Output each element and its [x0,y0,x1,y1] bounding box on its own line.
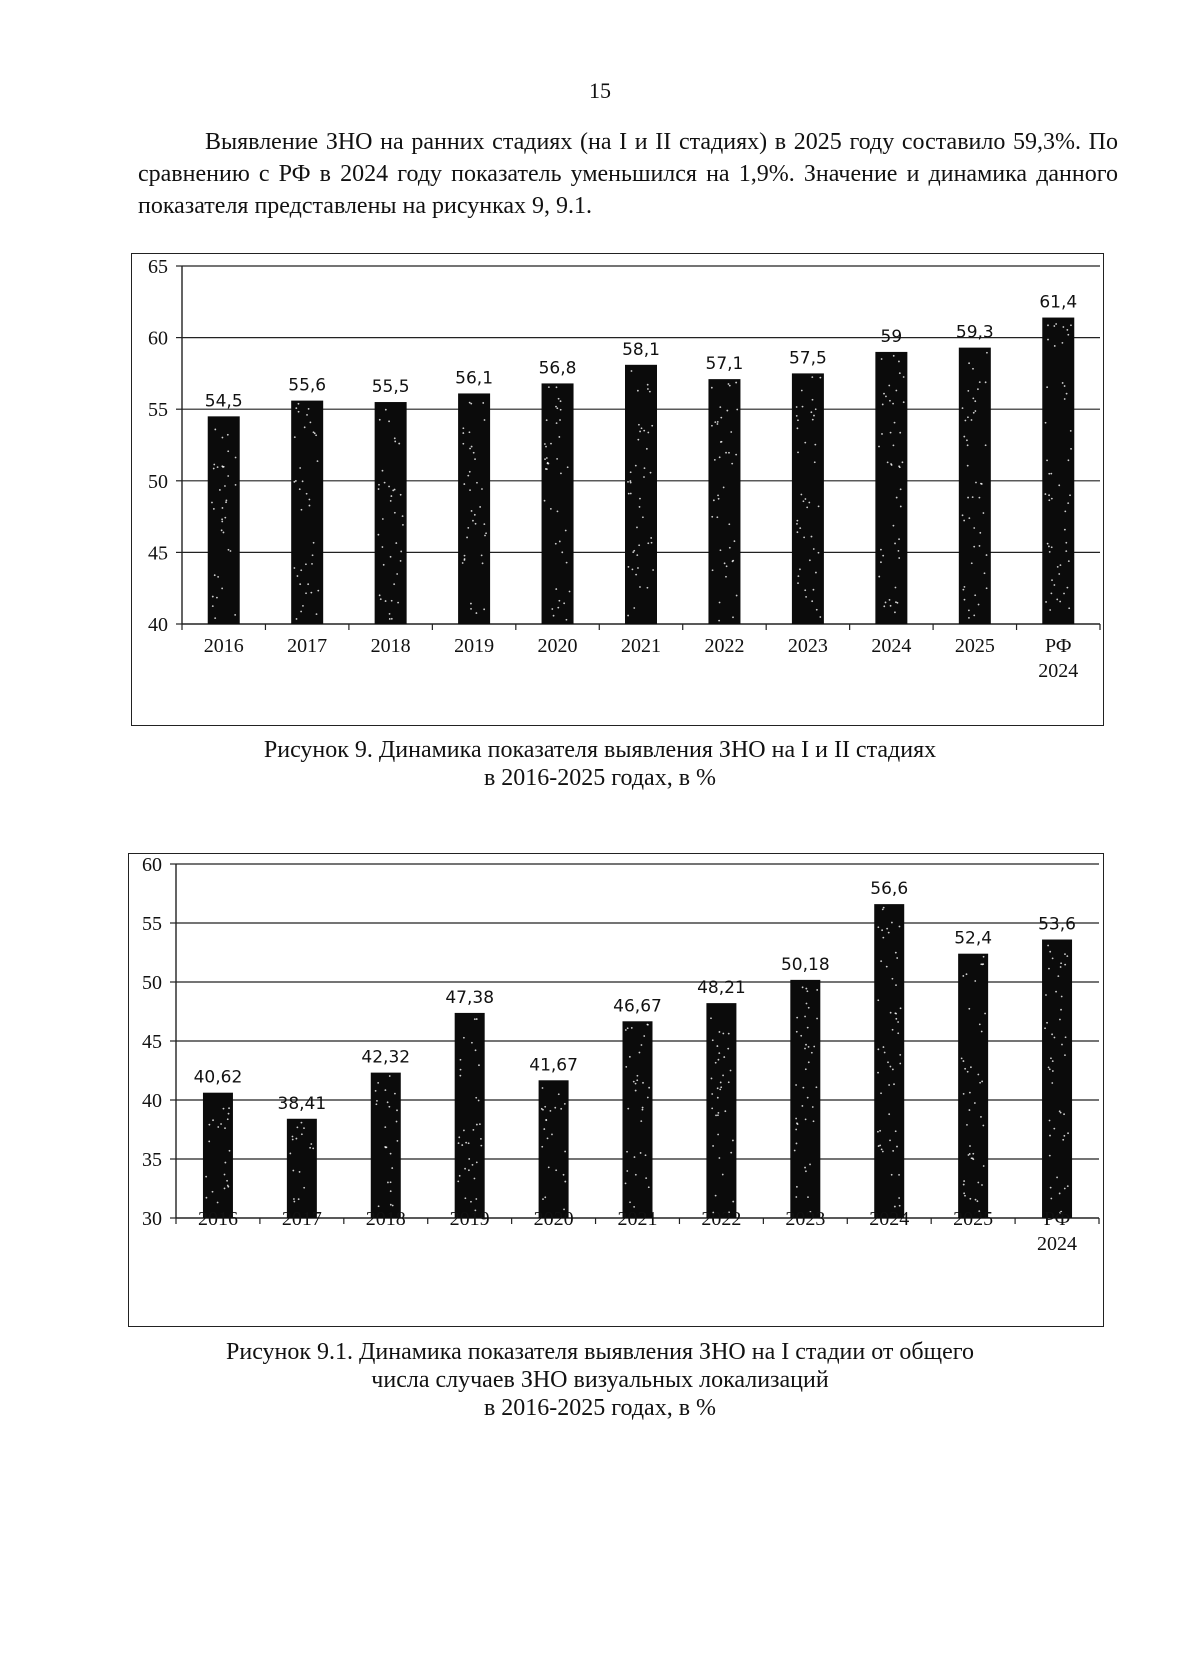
data-label: 41,67 [529,1055,578,1076]
bar [706,1003,736,1218]
y-tick-label: 50 [142,972,162,994]
x-tick-label: 2023 [785,1208,826,1230]
intro-paragraph: Выявление ЗНО на ранних стадиях (на I и II стадиях) в 2025 году составило 59,3%. По сравнению с РФ в 2024 году показатель уменьшился на 1,9%. Значение и динамика данного показателя представлены на рисунках 9, 9.1. [138,129,1118,219]
y-tick-label: 55 [148,399,168,422]
chart-9-1-svg [129,854,1105,1328]
page-number: 15 [589,78,611,103]
data-label: 56,1 [455,368,494,389]
x-tick-label: 2019 [454,635,495,657]
x-tick-label: 2017 [281,1208,322,1230]
data-label: 57,1 [705,354,744,375]
x-tick-label: 2016 [203,635,244,657]
x-tick-label: 2025 [954,635,995,657]
x-tick-label: 2021 [617,1208,658,1230]
x-tick-label: РФ 2024 [1037,1208,1078,1255]
x-tick-label: 2018 [365,1208,406,1230]
bar [375,402,407,624]
y-tick-label: 45 [142,1031,162,1053]
data-label: 53,6 [1038,914,1076,935]
caption-line: числа случаев ЗНО визуальных локализаций [371,1367,829,1393]
data-label: 38,41 [277,1093,327,1114]
data-label: 52,4 [954,928,993,949]
data-label: 61,4 [1039,292,1078,313]
x-tick-label: 2021 [621,635,661,657]
x-tick-label: 2020 [533,1208,574,1230]
x-tick-label: 2018 [370,635,411,657]
y-tick-label: 40 [148,614,168,636]
bar [875,352,907,624]
caption-line: в 2016-2025 годах, в % [483,1395,717,1421]
chart-figure-9-1 [128,853,1104,1327]
data-label: 47,38 [445,987,495,1008]
bar [208,416,240,624]
data-label: 40,62 [193,1067,243,1088]
bar [1042,940,1072,1218]
x-tick-label: 2019 [449,1208,490,1230]
x-tick-label: 2022 [704,635,745,657]
data-label: 48,21 [697,978,746,999]
caption-line: в 2016-2025 годах, в % [483,765,717,791]
data-label: 59 [880,326,903,347]
bar [708,379,740,624]
bar [625,365,657,624]
bar [539,1080,569,1218]
x-tick-label: 2024 [871,635,912,657]
data-label: 46,67 [613,996,662,1017]
x-tick-label: 2022 [701,1208,742,1230]
bar [959,348,991,624]
bar [371,1073,401,1218]
y-tick-label: 65 [148,256,168,278]
chart-figure-9 [131,253,1104,726]
data-label: 55,5 [371,377,410,398]
y-tick-label: 40 [142,1090,162,1112]
x-tick-label: 2017 [287,635,328,657]
chart-9-svg [132,254,1105,727]
x-tick-label: 2016 [197,1208,238,1230]
x-tick-label: 2024 [869,1208,910,1230]
bar [1042,318,1074,624]
bar [874,904,904,1218]
data-label: 55,6 [288,375,327,396]
data-label: 57,5 [788,348,827,369]
data-label: 50,18 [780,954,830,975]
bar [958,954,988,1218]
bar [455,1013,485,1218]
x-tick-label: 2020 [537,635,578,657]
data-label: 58,1 [622,339,660,360]
bar [792,373,824,624]
data-label: 42,32 [361,1047,411,1068]
x-tick-label: 2025 [953,1208,994,1230]
data-label: 56,8 [538,358,577,379]
y-tick-label: 45 [148,542,168,565]
y-tick-label: 60 [142,854,162,876]
y-tick-label: 30 [142,1208,162,1230]
data-label: 59,3 [955,322,994,343]
caption-figure-9-1 [0,1338,1200,1422]
bar [623,1021,653,1218]
y-tick-label: 35 [142,1149,162,1171]
bar [203,1093,233,1218]
x-tick-label: 2023 [787,635,828,657]
caption-line: Рисунок 9.1. Динамика показателя выявления ЗНО на I стадии от общего [226,1339,974,1365]
caption-figure-9 [0,736,1200,792]
data-label: 54,5 [204,391,243,412]
y-tick-label: 55 [142,913,162,935]
bar [790,980,820,1218]
y-tick-label: 60 [148,327,168,350]
data-label: 56,6 [870,879,909,900]
caption-line: Рисунок 9. Динамика показателя выявления ЗНО на I и II стадиях [263,737,937,763]
y-tick-label: 50 [148,470,168,493]
x-tick-label: РФ 2024 [1038,635,1079,682]
